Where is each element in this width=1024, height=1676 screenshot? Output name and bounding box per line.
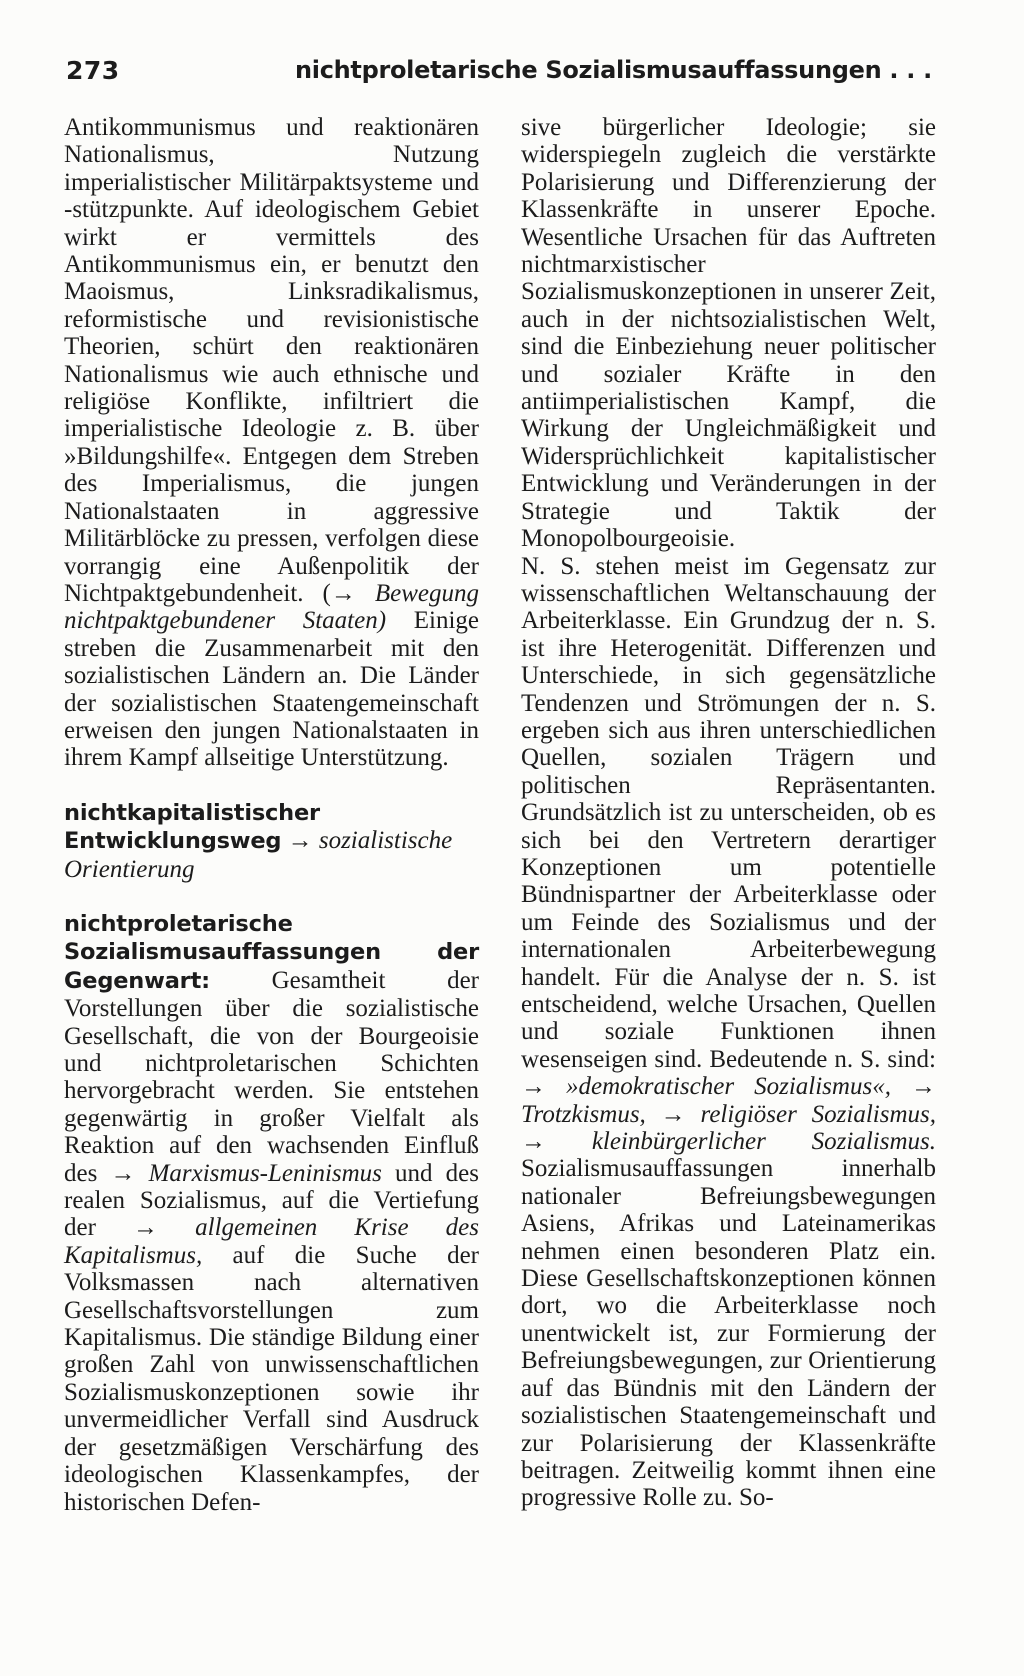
- text-run: und des realen Sozialismus, auf die Vertiefung der: [64, 1159, 479, 1242]
- text-run: Antikommunismus und reaktionären Nationalismus, Nutzung imperialistischer Militärpaktsysteme und -stützpunkte. Auf ideologischem Gebiet wirkt er vermittels des Antikommunismus ein, er benutzt den Maoismus, Linksradikalismus, reformistische und revisionistische Theorien, schürt den reaktionären Nationalismus wie auch ethnische und religiöse Konflikte, infiltriert die imperialistische Ideologie z. B. über »Bildungshilfe«. Entgegen dem Streben des Imperialismus, die jungen Nationalstaaten in aggressive Militärblöcke zu pressen, verfolgen diese vorrangig eine Außenpolitik der Nichtpaktgebundenheit. (: [64, 114, 479, 607]
- cross-reference: allgemeinen Krise des Kapitalismus,: [64, 1214, 480, 1269]
- cross-reference: Trotzkismus,: [521, 1100, 646, 1128]
- cross-reference-arrow: →: [645, 1100, 686, 1128]
- dictionary-entry: [64, 799, 479, 883]
- paragraph: [521, 553, 936, 1512]
- cross-reference: Marxismus-Leninismus: [135, 1159, 382, 1187]
- text-run: N. S. stehen meist im Gegensatz zur wissenschaftlichen Weltanschauung der Arbeiterklasse. Ein Grundzug der n. S. ist ihre Heterogenität. Differenzen und Unterschiede, in sich gegensätzliche Tendenzen und Strömungen der n. S. ergeben sich aus ihren unterschiedlichen Quellen, sozialen Trägern und politischen Repräsentanten. Grundsätzlich ist zu unterscheiden, ob es sich bei den Vertretern derartiger Konzeptionen um potentielle Bündnispartner der Arbeiterklasse oder um Feinde des Sozialismus und der internationalen Arbeiterbewegung handelt. Für die Analyse der n. S. ist entscheidend, welche Ursachen, Quellen und soziale Funktionen ihnen wesenseigen sind. Bedeutende n. S. sind:: [521, 552, 936, 1073]
- cross-reference: Bewegung nichtpaktgebundener Staaten): [64, 579, 480, 635]
- page-number: 273: [66, 56, 120, 85]
- cross-reference-arrow: →: [110, 1159, 136, 1187]
- paragraph: [64, 114, 479, 772]
- text-run: auf die Suche der Volksmassen nach alternativen Gesellschaftsvorstellungen zum Kapitalismus. Die ständige Bildung einer großen Zahl von unwissenschaftlichen Sozialismuskonzeptionen sowie ihr unvermeidlicher Verfall sind Ausdruck der gesetzmäßigen Verschärfung des ideologischen Klassenkampfes, der historischen Defen-: [64, 1241, 479, 1516]
- cross-reference-arrow: →: [521, 1073, 546, 1101]
- page-header: [66, 56, 932, 96]
- cross-reference-arrow: →: [133, 1214, 159, 1242]
- running-head: nichtproletarische Sozialismusauffassungen . . .: [294, 56, 932, 84]
- text-run: Einige streben die Zusammenarbeit mit den sozialistischen Ländern an. Die Länder der sozialistischen Staatengemeinschaft erweisen den jungen Nationalstaaten in ihrem Kampf allseitige Unterstützung.: [64, 607, 479, 772]
- cross-reference-arrow: →: [521, 1128, 546, 1156]
- cross-reference: religiöser Sozialismus,: [685, 1100, 936, 1128]
- cross-reference-arrow: →: [330, 579, 356, 607]
- left-column: [64, 114, 479, 1516]
- cross-reference-arrow: →: [890, 1073, 936, 1101]
- right-column: [521, 114, 936, 1512]
- entry-term: nichtkapitalistischer Entwicklungsweg: [64, 799, 320, 855]
- cross-reference: sozialistische Orientierung: [64, 827, 453, 883]
- text-run: Gesamtheit der Vorstellungen über die sozialistische Gesellschaft, die von der Bourgeoisie und nichtproletarischen Schichten hervorgebracht werden. Sie entstehen gegenwärtig in großer Vielfalt als Reaktion auf den wachsenden Einfluß des: [64, 966, 479, 1187]
- entry-term: nichtproletarische Sozialismusauffassungen der Gegenwart:: [64, 910, 479, 994]
- cross-reference: kleinbürgerlicher Sozialismus.: [546, 1128, 936, 1156]
- text-run: Sozialismusauffassungen innerhalb nationaler Befreiungsbewegungen Asiens, Afrikas und Lateinamerikas nehmen einen besonderen Platz ein. Diese Gesellschaftskonzeptionen können dort, wo die Arbeiterklasse noch unentwickelt ist, zur Formierung der Befreiungsbewegungen, zur Orientierung auf das Bündnis mit den Ländern der sozialistischen Staatengemeinschaft und zur Polarisierung der Klassenkräfte beitragen. Zeitweilig kommt ihnen eine progressive Rolle zu. So-: [521, 1155, 936, 1512]
- cross-reference: »demokratischer Sozialismus«,: [546, 1073, 891, 1101]
- paragraph: sive bürgerlicher Ideologie; sie widerspiegeln zugleich die verstärkte Polarisierung und Differenzierung der Klassenkräfte in unserer Epoche. Wesentliche Ursachen für das Auftreten nichtmarxistischer Sozialismuskonzeptionen in unserer Zeit, auch in der nichtsozialistischen Welt, sind die Einbeziehung neuer politischer und sozialer Kräfte in den antiimperialistischen Kampf, die Wirkung der Ungleichmäßigkeit und Widersprüchlichkeit kapitalistischer Entwicklung und Veränderungen in der Strategie und Taktik der Monopolbourgeoisie.: [521, 114, 936, 553]
- cross-reference-arrow: →: [287, 827, 313, 855]
- dictionary-entry: [64, 910, 479, 1516]
